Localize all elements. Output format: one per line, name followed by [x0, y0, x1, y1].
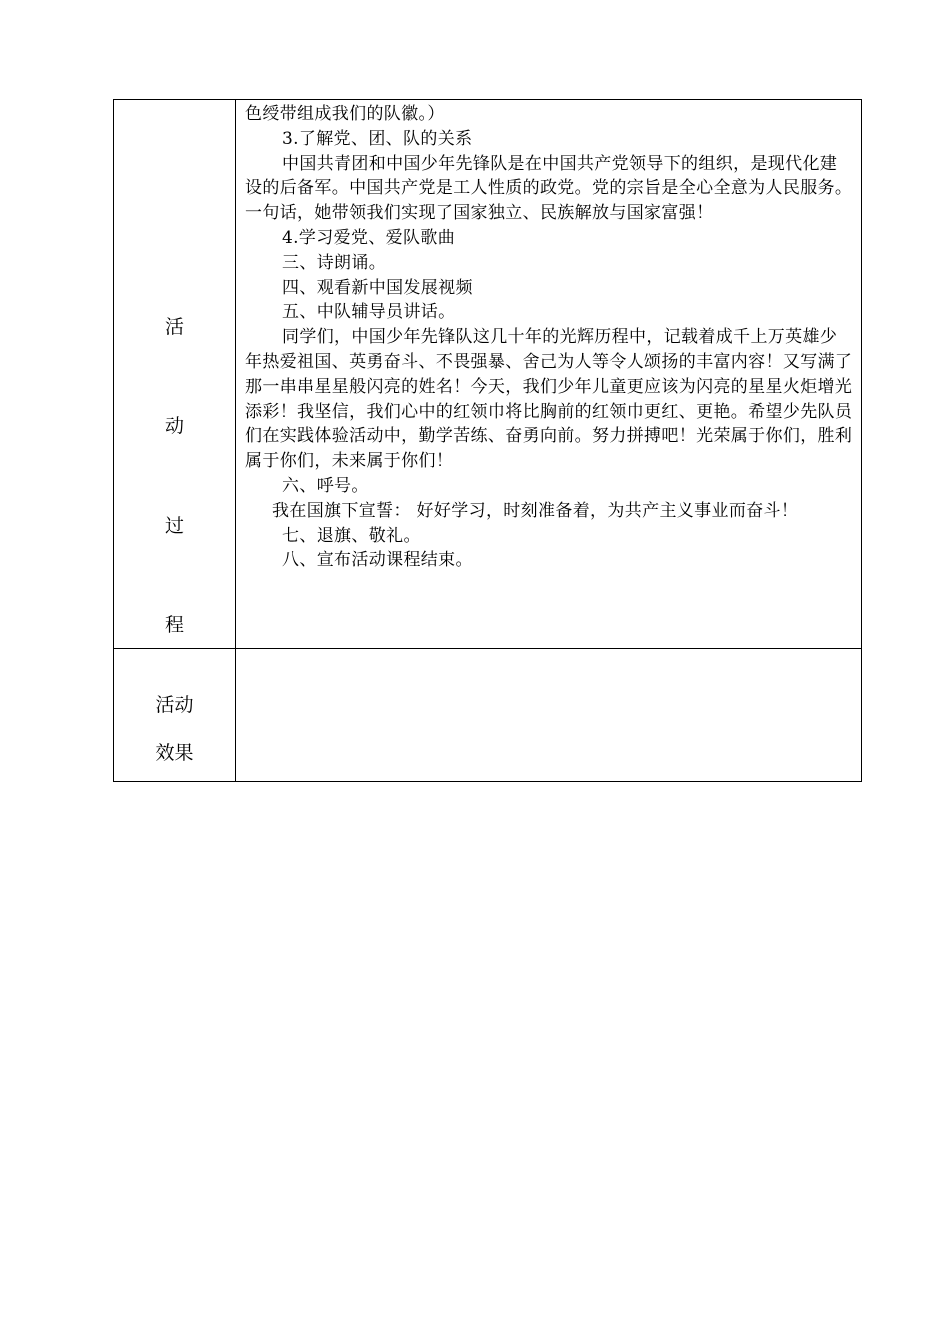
process-paragraph: 中国共青团和中国少年先锋队是在中国共产党领导下的组织，是现代化建设的后备军。中国共产党是工人性质的政党。党的宗旨是全心全意为人民服务。一句话，她带领我们实现了国家独立、民族解放与国家富强！ — [245, 153, 853, 224]
activity-process-content-cell — [236, 100, 862, 649]
process-paragraph: 同学们，中国少年先锋队这几十年的光辉历程中，记载着成千上万英雄少年热爱祖国、英勇奋斗、不畏强暴、舍己为人等令人颂扬的丰富内容！又写满了那一串串星星般闪亮的姓名！今天，我们少年儿童更应该为闪亮的星星火炬增光添彩！我坚信，我们心中的红领巾将比胸前的红领巾更红、更艳。希望少先队员们在实践体验活动中，勤学苦练、奋勇向前。努力拼搏吧！光荣属于你们，胜利属于你们，未来属于你们！ — [245, 327, 853, 472]
label-char: 过 — [164, 515, 184, 537]
process-paragraph: 五、中队辅导员讲话。 — [282, 302, 456, 323]
process-paragraph: 七、退旗、敬礼。 — [282, 525, 421, 546]
process-paragraph: 六、呼号。 — [282, 475, 369, 496]
process-paragraph: 四、观看新中国发展视频 — [282, 277, 473, 298]
process-paragraph: 色绶带组成我们的队徽。） — [245, 104, 445, 124]
process-paragraph: 3.了解党、团、队的关系 — [282, 128, 473, 149]
label-char: 程 — [164, 614, 184, 636]
label-line: 活动 — [155, 694, 194, 716]
process-paragraph: 八、宣布活动课程结束。 — [282, 550, 473, 571]
activity-process-label — [114, 100, 235, 648]
activity-process-label-cell — [114, 100, 236, 649]
activity-effect-content — [236, 649, 861, 651]
activity-effect-row — [114, 649, 862, 782]
activity-process-row — [114, 100, 862, 649]
activity-effect-label-cell — [114, 649, 236, 782]
process-paragraph: 我在国旗下宣誓： 好好学习，时刻准备着，为共产主义事业而奋斗！ — [272, 500, 799, 521]
activity-process-content — [236, 100, 861, 573]
label-char: 动 — [164, 415, 184, 437]
process-paragraph: 三、诗朗诵。 — [282, 252, 387, 273]
label-char: 活 — [164, 316, 184, 338]
label-line: 效果 — [155, 742, 194, 764]
activity-record-table — [113, 99, 862, 782]
activity-effect-content-cell[interactable] — [236, 649, 862, 782]
process-paragraph: 4.学习爱党、爱队歌曲 — [282, 227, 456, 248]
activity-effect-label — [114, 649, 235, 777]
